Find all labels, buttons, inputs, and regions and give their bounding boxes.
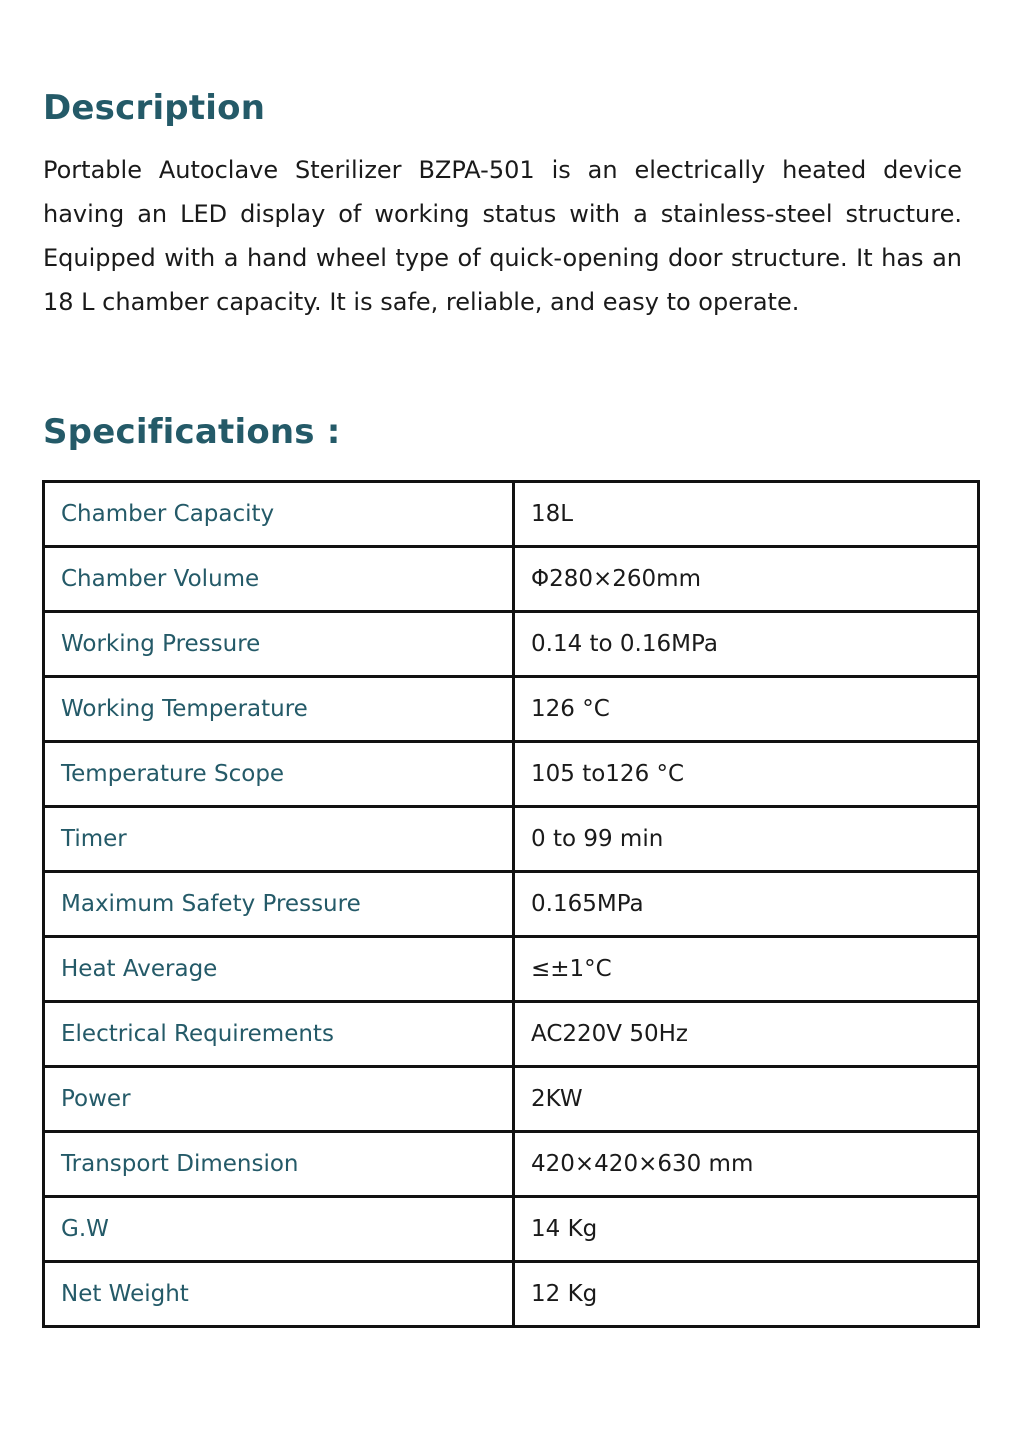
spec-value: 14 Kg [514,1197,979,1262]
spec-label: Net Weight [44,1262,514,1327]
spec-label: Working Pressure [44,612,514,677]
spec-value: 105 to126 °C [514,742,979,807]
spec-row [44,482,979,547]
specifications-heading: Specifications : [43,412,341,452]
spec-value: 126 °C [514,677,979,742]
spec-value: 2KW [514,1067,979,1132]
spec-value: 420×420×630 mm [514,1132,979,1197]
spec-row [44,1002,979,1067]
spec-label: Chamber Capacity [44,482,514,547]
spec-row [44,1132,979,1197]
spec-value: 0.165MPa [514,872,979,937]
spec-row [44,612,979,677]
spec-label: Electrical Requirements [44,1002,514,1067]
spec-label: Maximum Safety Pressure [44,872,514,937]
spec-row [44,807,979,872]
spec-row [44,677,979,742]
spec-value: ≤±1°C [514,937,979,1002]
spec-row [44,937,979,1002]
spec-row [44,872,979,937]
spec-label: Transport Dimension [44,1132,514,1197]
spec-label: Chamber Volume [44,547,514,612]
spec-row [44,1262,979,1327]
spec-value: 12 Kg [514,1262,979,1327]
spec-row [44,547,979,612]
description-text: Portable Autoclave Sterilizer BZPA-501 is an electrically heated device having an LED display of working status with a stainless-steel structure. Equipped with a hand wheel type of quick-opening door structure. It has an 18 L chamber capacity. It is safe, reliable, and easy to operate. [43,156,962,316]
spec-label: Timer [44,807,514,872]
spec-row [44,1197,979,1262]
spec-row [44,742,979,807]
spec-label: Heat Average [44,937,514,1002]
spec-value: 18L [514,482,979,547]
spec-row [44,1067,979,1132]
spec-value: 0 to 99 min [514,807,979,872]
spec-label: Working Temperature [44,677,514,742]
description-heading: Description [43,88,266,128]
spec-value: 0.14 to 0.16MPa [514,612,979,677]
spec-value: AC220V 50Hz [514,1002,979,1067]
spec-value: Φ280×260mm [514,547,979,612]
spec-label: G.W [44,1197,514,1262]
spec-label: Power [44,1067,514,1132]
spec-label: Temperature Scope [44,742,514,807]
specifications-table [42,480,980,1328]
